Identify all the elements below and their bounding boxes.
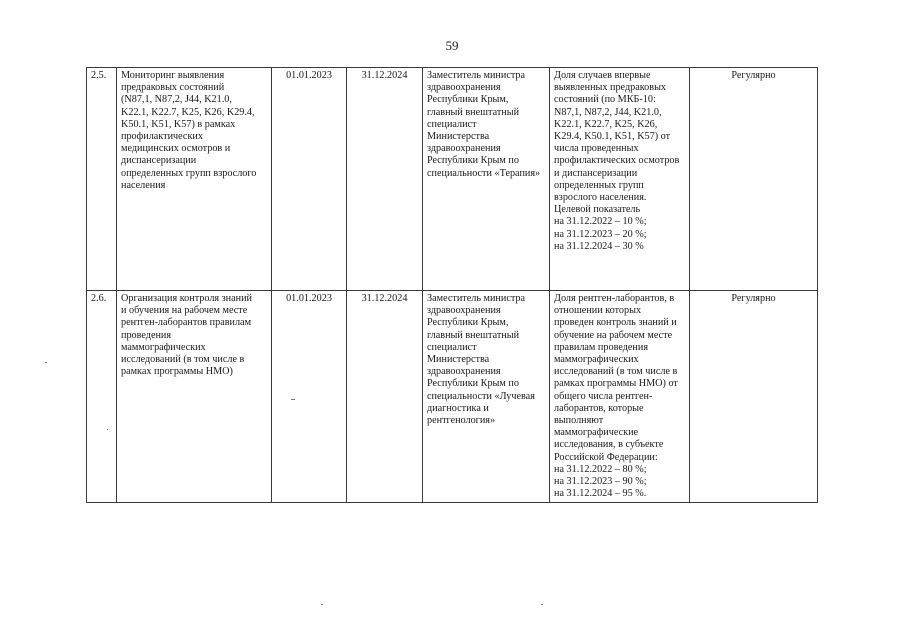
page-number: 59: [445, 38, 459, 53]
measures-table: [86, 67, 818, 503]
expected-result: Доля рентген-лаборантов, в отношении которых проведен контроль знаний и обучение на рабочем месте правилам проведения маммографических исследований (в том числе в рамках программы НМО) от общего числа рентген- лаборантов, которые выполняют маммографические исследования, в субъекте Российской Федерации: на 31.12.2022 – 80 %; на 31.12.2023 – 90 %; на 31.12.2024 – 95 %.: [550, 291, 690, 503]
end-date: 31.12.2024: [347, 68, 423, 291]
start-date: 01.01.2023: [272, 68, 347, 291]
scan-speck: [321, 604, 323, 605]
responsible-person: Заместитель министра здравоохранения Республики Крым, главный внештатный специалист Министерства здравоохранения Республики Крым по специальности «Терапия»: [423, 68, 550, 291]
event-description: Мониторинг выявления предраковых состояний (N87,1, N87,2, J44, K21.0, K22.1, K22.7, K25, K26, K29.4, K50.1, K51, K57) в рамках профилактических медицинских осмотров и диспансеризации определенных групп взрослого населения: [117, 68, 272, 291]
frequency: Регулярно: [690, 68, 818, 291]
expected-result: Доля случаев впервые выявленных предраковых состояний (по МКБ-10: N87,1, N87,2, J44, K21.0, K22.1, K22.7, K25, K26, K29.4, K50.1, K51, K57) от числа проведенных профилактических осмотров и диспансеризации определенных групп взрослого населения. Целевой показатель на 31.12.2022 – 10 %; на 31.12.2023 – 20 %; на 31.12.2024 – 30 %: [550, 68, 690, 291]
table-row: [87, 291, 818, 503]
row-number: 2.5.: [87, 68, 117, 291]
responsible-person: Заместитель министра здравоохранения Республики Крым, главный внештатный специалист Министерства здравоохранения Республики Крым по специальности «Лучевая диагностика и рентгенология»: [423, 291, 550, 503]
end-date: 31.12.2024: [347, 291, 423, 503]
scan-speck: [107, 429, 108, 430]
scan-speck: [541, 604, 543, 605]
table-row: [87, 68, 818, 291]
scan-speck: [45, 362, 47, 363]
scan-speck: [291, 399, 295, 400]
event-description: Организация контроля знаний и обучения на рабочем месте рентген-лаборантов правилам проведения маммографических исследований (в том числе в рамках программы НМО): [117, 291, 272, 503]
row-number: 2.6.: [87, 291, 117, 503]
start-date: 01.01.2023: [272, 291, 347, 503]
frequency: Регулярно: [690, 291, 818, 503]
